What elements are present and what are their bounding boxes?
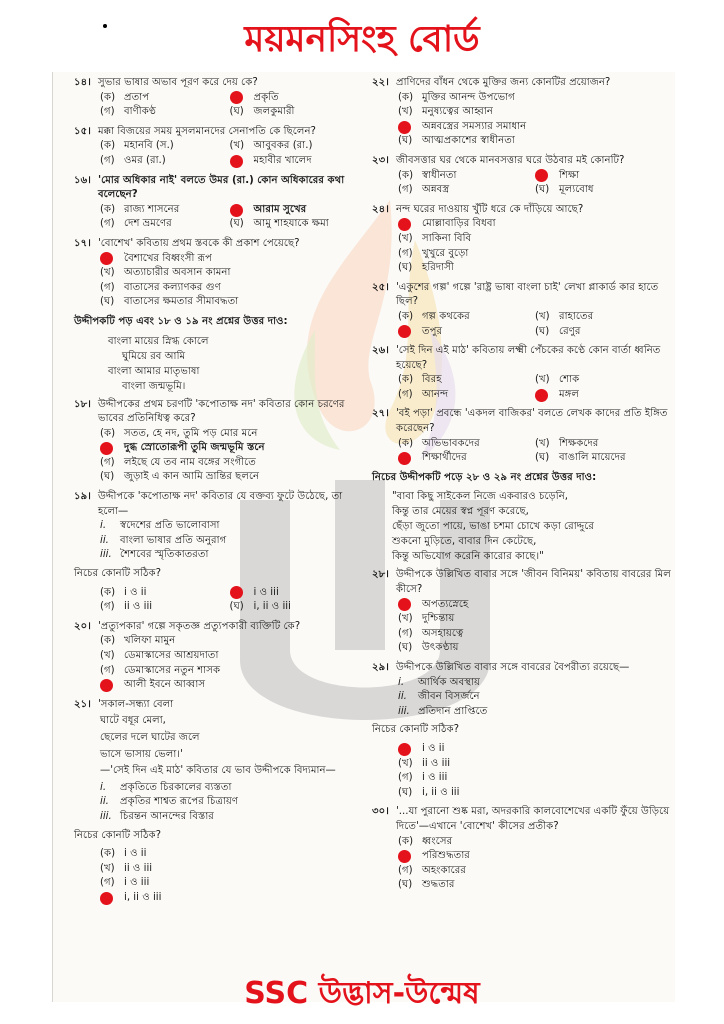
question-text: সুভার ভাষার অভাব পূরণ করে দেয় কে? xyxy=(98,77,258,88)
statement-text: প্রতিদান প্রাপ্তিতে xyxy=(418,705,488,717)
option-label: (গ) xyxy=(398,184,413,196)
answer-mark xyxy=(100,252,113,265)
question-number: ২৮। xyxy=(372,569,389,581)
option-label: (খ) xyxy=(100,862,115,874)
option-text: ii ও iii xyxy=(124,862,153,874)
option-text: অপত্যস্নেহে xyxy=(422,598,469,610)
option-label: (খ) xyxy=(398,757,413,769)
option-text: মনুষ্যত্বের আহ্বান xyxy=(422,106,493,118)
question-22 xyxy=(372,76,672,149)
right-column xyxy=(372,76,672,898)
ink-dot xyxy=(103,24,107,28)
option-text: স্বাধীনতা xyxy=(422,169,457,181)
option-label: (ক) xyxy=(100,203,116,215)
option-label: (গ) xyxy=(100,106,115,118)
option-label: (ঘ) xyxy=(398,786,413,798)
option-text: আত্মপ্রকাশের স্বাধীনতা xyxy=(422,135,515,147)
option-text: ধ্বংসের xyxy=(422,835,453,847)
option-text: মহানবি (স.) xyxy=(124,140,174,152)
which-correct: নিচের কোনটি সঠিক? xyxy=(74,568,162,580)
option-label: (গ) xyxy=(100,218,115,230)
question-25 xyxy=(372,281,672,339)
question-text: 'প্রত্যুপকার' গল্পে সকৃতজ্ঞ প্রত্যুপকারী ব্যক্তিটি কে? xyxy=(98,620,301,632)
roman-numeral: iii. xyxy=(100,810,112,822)
roman-numeral: ii. xyxy=(398,691,407,703)
question-number: ১৬। xyxy=(74,174,91,186)
roman-numeral: i. xyxy=(100,520,107,532)
question-text: 'বোশেখ' কবিতায় প্রথম স্তবকে কী প্রকাশ পেয়েছে? xyxy=(98,237,300,249)
answer-mark xyxy=(100,679,113,692)
roman-numeral: ii. xyxy=(100,534,109,546)
question-27 xyxy=(372,407,672,465)
poem-line: ঘুমিয়ে রব আমি xyxy=(122,350,186,362)
answer-mark xyxy=(398,743,411,756)
option-text: আনন্দ xyxy=(422,388,449,400)
option-label: (খ) xyxy=(398,232,413,244)
option-text: বিরহ xyxy=(422,374,442,386)
option-text: প্রকৃতি xyxy=(253,91,279,103)
roman-numeral: iii. xyxy=(100,549,112,561)
answer-mark xyxy=(398,598,411,611)
poem-line: বাংলা আমার মাতৃভাষা xyxy=(108,365,200,377)
option-text: বাণীকণ্ঠ xyxy=(124,106,156,118)
question-text: 'সেই দিন এই মাঠ' কবিতায় লক্ষ্মী পেঁচকের কণ্ঠে কোন বার্তা ধ্বনিত হয়েছে? xyxy=(396,345,661,371)
left-column xyxy=(74,76,359,911)
option-label: (ঘ) xyxy=(535,184,550,196)
option-text: i, ii ও iii xyxy=(253,601,291,613)
which-correct: নিচের কোনটি সঠিক? xyxy=(74,829,162,841)
option-label: (ক) xyxy=(100,635,116,647)
answer-mark xyxy=(230,586,243,599)
option-text: তপুর xyxy=(422,325,443,337)
option-label: (গ) xyxy=(398,627,413,639)
answer-mark xyxy=(398,850,411,863)
option-label: (ক) xyxy=(100,140,116,152)
answer-mark xyxy=(398,121,411,134)
option-label: (ক) xyxy=(100,848,116,860)
option-text: ii ও iii xyxy=(124,601,153,613)
option-text: মুক্তির আনন্দ উপভোগ xyxy=(422,91,515,103)
option-label: (গ) xyxy=(398,388,413,400)
answer-mark xyxy=(398,325,411,338)
instruction-18-19: উদ্দীপকটি পড় এবং ১৮ ও ১৯ নং প্রশ্নের উত্তর দাও: xyxy=(74,315,288,327)
question-number: ২৭। xyxy=(372,408,389,420)
question-21 xyxy=(74,698,359,906)
statement-text: চিরন্তন আনন্দের বিস্তার xyxy=(120,810,214,822)
option-text: শুদ্ধতার xyxy=(422,879,455,891)
option-text: অহংকারের xyxy=(422,864,466,876)
option-text: i, ii ও iii xyxy=(422,786,460,798)
roman-numeral: iii. xyxy=(398,705,410,717)
question-text: মক্কা বিজয়ের সময় মুসলমানদের সেনাপতি কে ছিলেন? xyxy=(98,125,316,137)
option-label: (ক) xyxy=(100,91,116,103)
passage-line: শুকনো মুড়িতে, বাবার দিন কেটেছে, xyxy=(392,536,537,548)
passage-line: কিন্তু তার মেয়ের স্বপ্ন পূরণ করেছে, xyxy=(392,506,529,518)
option-text: ওমর (রা.) xyxy=(124,154,166,166)
option-text: খলিফা মামুন xyxy=(124,635,176,647)
question-text: জীবসত্তার ঘর থেকে মানবসত্তার ঘরে উঠবার মই কোনটি? xyxy=(396,154,625,166)
option-label: (ঘ) xyxy=(229,106,244,118)
question-26 xyxy=(372,344,672,402)
option-text: i ও ii xyxy=(124,848,147,860)
poem-line: বাংলা মায়ের স্নিগ্ধ কোলে xyxy=(108,335,209,347)
question-30 xyxy=(372,805,672,893)
question-text: প্রাণিদের বাঁধন থেকে মুক্তির জন্য কোনটির প্রয়োজন? xyxy=(396,77,611,88)
option-text: দুশ্চিন্তায় xyxy=(422,613,455,625)
answer-mark xyxy=(535,389,548,402)
option-label: (গ) xyxy=(100,154,115,166)
answer-mark xyxy=(230,155,243,168)
option-label: (ঘ) xyxy=(535,452,550,464)
question-number: ৩০। xyxy=(372,806,389,818)
option-text: দুগ্ধ স্রোতোরূপী তুমি জন্মভূমি স্তনে xyxy=(124,442,265,454)
option-text: আলী ইবনে আব্বাস xyxy=(124,679,206,691)
question-number: ২৫। xyxy=(372,281,389,293)
option-text: ডেমাস্কাসের নতুন শাসক xyxy=(124,664,221,676)
question-stem: —'সেই দিন এই মাঠ' কবিতার যে ভাব উদ্দীপকে বিদ্যমান— xyxy=(100,765,336,777)
question-number: ১৯। xyxy=(74,491,91,503)
poem-line: বাংলা জন্মভূমি। xyxy=(122,380,186,392)
option-text: অভিভাবকদের xyxy=(422,437,480,449)
question-text: নন্দ ঘরের দাওয়ায় খুঁটি ধরে কে দাঁড়িয়ে আছে? xyxy=(396,203,584,215)
option-label: (গ) xyxy=(398,864,413,876)
option-text: বাঙালি মায়েদের xyxy=(559,452,626,464)
statement-text: বাংলা ভাষার প্রতি অনুরাগ xyxy=(120,534,227,546)
statement-text: জীবন বিসর্জনে xyxy=(418,691,480,703)
option-text: অসহায়ত্বে xyxy=(422,627,464,639)
option-label: (গ) xyxy=(100,664,115,676)
statement-text: শৈশবের স্মৃতিকাতরতা xyxy=(120,549,209,561)
question-number: ২২। xyxy=(372,77,389,88)
roman-numeral: ii. xyxy=(100,796,109,808)
stimulus-line: ভাসে ভাসায় ভেলা।' xyxy=(100,748,183,760)
question-number: ১৭। xyxy=(74,237,91,249)
option-label: (ক) xyxy=(398,91,414,103)
option-label: (ক) xyxy=(100,586,116,598)
option-label: (খ) xyxy=(100,650,115,661)
option-label: (গ) xyxy=(398,247,413,259)
option-text: দেশ ভ্রমণের xyxy=(124,218,172,230)
option-label: (খ) xyxy=(100,267,115,279)
passage-line: ছেঁড়া জুতো পায়ে, ভাঙা চশমা চোখে কড়া রোদ্দুরে xyxy=(392,521,594,533)
option-label: (ঘ) xyxy=(398,879,413,891)
question-number: ২০। xyxy=(74,620,91,632)
option-label: (ক) xyxy=(398,374,414,386)
question-28 xyxy=(372,568,672,656)
question-text: উদ্দীপকে উল্লিখিত বাবার সঙ্গে বাবরের বৈপরীত্য রয়েছে— xyxy=(396,662,630,673)
option-text: i ও ii xyxy=(124,586,147,598)
option-text: শিক্ষার্থীদের xyxy=(422,452,467,464)
option-label: (গ) xyxy=(100,877,115,889)
question-16 xyxy=(74,174,359,232)
question-18 xyxy=(74,398,359,486)
question-text: উদ্দীপকে 'কপোতাক্ষ নদ' কবিতার যে বক্তব্য ফুটে উঠেছে, তা হলো— xyxy=(98,491,343,517)
option-text: অন্নবস্ত্র xyxy=(422,184,450,196)
question-text: উদ্দীপকের প্রথম চরণটি 'কপোতাক্ষ নদ' কবিতার কোন চরণের ভাবের প্রতিনিধিত্ব করে? xyxy=(98,398,345,425)
option-text: শোক xyxy=(559,374,580,386)
option-label: (গ) xyxy=(100,281,115,293)
option-text: উৎকণ্ঠায় xyxy=(422,642,459,654)
option-text: সাকিনা বিবি xyxy=(422,232,472,244)
option-label: (ক) xyxy=(100,427,116,439)
answer-mark xyxy=(230,204,243,217)
option-text: মূল্যবোধ xyxy=(559,184,594,196)
question-number: ১৫। xyxy=(74,125,91,137)
option-text: সতত, হে নদ, তুমি পড় মোর মনে xyxy=(124,427,258,439)
statement-text: প্রকৃতির শাশ্বত রূপের চিত্রায়ণ xyxy=(120,796,239,808)
question-number: ২৪। xyxy=(372,203,389,215)
option-label: (ক) xyxy=(398,835,414,847)
question-number: ১৮। xyxy=(74,398,91,410)
option-text: শিক্ষা xyxy=(559,169,580,181)
option-text: i, ii ও iii xyxy=(124,891,162,903)
question-text: 'একুশের গল্প' গল্পে 'রাষ্ট্র ভাষা বাংলা চাই' লেখা প্লাকার্ড কার হাতে ছিল? xyxy=(396,281,659,308)
roman-numeral: i. xyxy=(398,676,405,688)
question-15 xyxy=(74,125,359,169)
option-text: প্রতাপ xyxy=(124,91,150,103)
instruction-28-29: নিচের উদ্দীপকটি পড়ে ২৮ ও ২৯ নং প্রশ্নের উত্তর দাও: xyxy=(372,471,597,483)
option-label: (ঘ) xyxy=(398,135,413,147)
option-text: জুড়াই এ কান আমি ভ্রান্তির ছলনে xyxy=(124,471,260,483)
footer-brand: SSC উদ্ভাস-উন্মেষ xyxy=(244,976,480,1011)
answer-mark xyxy=(230,91,243,104)
option-label: (ঘ) xyxy=(229,218,244,230)
option-text: লইছে যে তব নাম বঙ্গের সংগীতে xyxy=(124,456,256,468)
option-label: (ঘ) xyxy=(398,262,413,274)
question-text: 'মোর অধিকার নাই' বলতে উমর (রা.) কোন অধিকারের কথা বলেছেন? xyxy=(98,174,345,201)
question-17 xyxy=(74,237,359,310)
stimulus-passage xyxy=(392,489,672,564)
option-text: i ও iii xyxy=(422,772,448,784)
stimulus-line: ছেলের দলে ঘাটের জলে xyxy=(100,731,200,743)
option-label: (খ) xyxy=(398,106,413,118)
answer-mark xyxy=(398,452,411,465)
option-text: রাহাতের xyxy=(559,310,594,322)
passage-line: "বাবা কিছু সাইকেল নিজে একবারও চড়েনি, xyxy=(392,491,569,503)
question-text: '...যা পুরানো শুষ্ক মরা, অদরকারি কালবোশেখের একটি ফুঁয়ে উড়িয়ে দিতে'—এখানে 'বোশেখ' কীসের প্রতীক? xyxy=(396,806,670,832)
option-text: i ও iii xyxy=(253,586,279,598)
question-text: 'সকাল-সন্ধ্যা বেলা xyxy=(98,698,174,710)
option-text: রাজ্য শাসনের xyxy=(124,203,180,215)
which-correct: নিচের কোনটি সঠিক? xyxy=(372,724,460,736)
option-label: (খ) xyxy=(398,613,413,625)
answer-mark xyxy=(100,442,113,455)
option-label: (ঘ) xyxy=(229,601,244,613)
option-text: অন্নবস্ত্রের সমস্যার সমাধান xyxy=(422,120,527,132)
option-text: রেণুর xyxy=(559,325,581,337)
option-text: গল্প কথকের xyxy=(422,310,470,322)
statement-text: প্রকৃতিতে চিরকালের ব্যস্ততা xyxy=(120,781,232,793)
stimulus-line: ঘাটে বধূর মেলা, xyxy=(100,715,166,727)
option-text: ডেমাস্কাসের আশ্রয়দাতা xyxy=(124,650,219,661)
statement-text: আর্থিক অবস্থায় xyxy=(418,676,480,688)
option-label: (ঘ) xyxy=(100,471,115,483)
option-text: আরাম সুখের xyxy=(253,203,307,215)
answer-mark xyxy=(535,169,548,182)
question-number: ২৩। xyxy=(372,154,389,166)
option-text: মোল্লাবাড়ির বিধবা xyxy=(422,218,496,230)
answer-mark xyxy=(100,892,113,905)
option-label: (খ) xyxy=(535,310,550,322)
option-label: (গ) xyxy=(100,456,115,468)
option-label: (গ) xyxy=(100,601,115,613)
option-text: বাতাসের কল্যাণকর গুণ xyxy=(124,281,221,293)
question-19 xyxy=(74,490,359,615)
option-text: আবুবকর (রা.) xyxy=(253,140,313,152)
option-label: (খ) xyxy=(535,374,550,386)
question-14 xyxy=(74,76,359,120)
passage-line: কিন্তু অভিযোগ করেনি কারোর কাছে।" xyxy=(392,551,544,563)
option-text: বৈশাখের বিধ্বংসী রূপ xyxy=(124,252,212,264)
option-text: আমু শাহযাকে ক্ষমা xyxy=(253,218,329,230)
option-text: হরিদাসী xyxy=(422,262,454,274)
question-text: উদ্দীপকে উল্লিখিত বাবার সঙ্গে 'জীবন বিনিময়' কবিতায় বাবরের মিল কীসে? xyxy=(396,569,671,596)
board-title: ময়মনসিংহ বোর্ড xyxy=(244,19,480,60)
roman-numeral: i. xyxy=(100,781,107,793)
answer-mark xyxy=(398,218,411,231)
option-label: (ক) xyxy=(398,169,414,181)
question-20 xyxy=(74,620,359,693)
option-text: i ও ii xyxy=(422,742,445,754)
option-text: i ও iii xyxy=(124,877,150,889)
question-29 xyxy=(372,661,672,800)
option-label: (খ) xyxy=(535,437,550,449)
option-text: জলকুমারী xyxy=(253,106,295,118)
question-number: ২১। xyxy=(74,698,91,710)
option-text: মঙ্গল xyxy=(559,388,580,400)
option-label: (ক) xyxy=(398,310,414,322)
option-label: (খ) xyxy=(229,140,245,152)
question-number: ২৯। xyxy=(372,662,389,673)
option-label: (ঘ) xyxy=(398,642,413,654)
question-text: 'বই পড়া' প্রবন্ধে 'একদল বাজিকর' বলতে লেখক কাদের প্রতি ইঙ্গিত করেছেন? xyxy=(396,408,668,435)
option-text: অত্যাচারীর অবসান কামনা xyxy=(124,267,231,279)
question-24 xyxy=(372,203,672,276)
option-label: (গ) xyxy=(398,772,413,784)
option-text: বাতাসের ক্ষমতার সীমাবদ্ধতা xyxy=(124,296,239,308)
question-number: ২৬। xyxy=(372,345,389,357)
option-text: খুখুরে বুড়ো xyxy=(422,247,469,259)
option-text: ii ও iii xyxy=(422,757,451,769)
option-label: (ঘ) xyxy=(100,296,115,308)
option-text: পরিশুদ্ধতার xyxy=(422,850,470,862)
option-label: (ক) xyxy=(398,437,414,449)
question-23 xyxy=(372,154,672,198)
option-text: মহাবীর খালেদ xyxy=(253,154,312,166)
option-text: শিক্ষকদের xyxy=(559,437,599,449)
question-number: ১৪। xyxy=(74,77,91,88)
option-label: (ঘ) xyxy=(535,325,550,337)
statement-text: স্বদেশের প্রতি ভালোবাসা xyxy=(120,520,220,532)
stimulus-poem xyxy=(108,334,359,394)
